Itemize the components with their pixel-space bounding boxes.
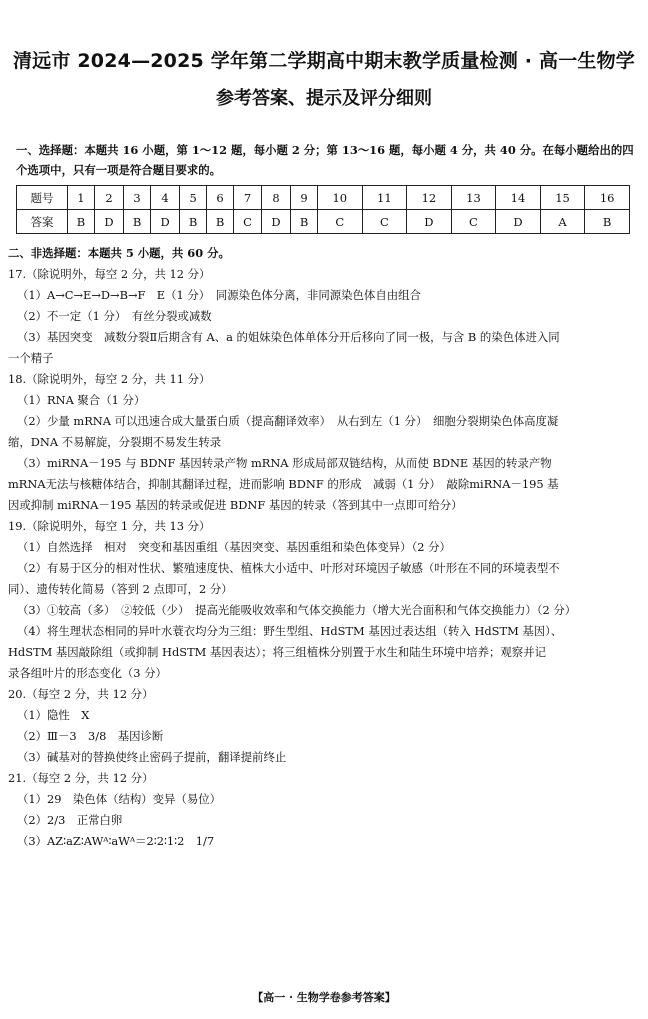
answer-table bbox=[16, 185, 630, 234]
q19-answer-2: （2）有易于区分的相对性状、繁殖速度快、植株大小适中、叶形对环境因子敏感（叶形在不同的环境表型不 bbox=[17, 561, 560, 575]
section-1-instructions bbox=[16, 140, 636, 180]
table-cell: B bbox=[207, 210, 234, 234]
q17-heading: 17.（除说明外，每空 2 分，共 12 分） bbox=[8, 267, 211, 281]
q17-answer-3-cont: 一个精子 bbox=[8, 351, 54, 365]
table-cell: D bbox=[496, 210, 541, 234]
table-cell: B bbox=[68, 210, 95, 234]
table-cell: 2 bbox=[94, 186, 123, 210]
q17-answer-3: （3）基因突变 减数分裂Ⅱ后期含有 A、a 的姐妹染色体单体分开后移向了同一极，与含 B 的染色体进入同 bbox=[17, 330, 560, 344]
table-cell: C bbox=[318, 210, 363, 234]
section-2-heading: 二、非选择题：本题共 5 小题，共 60 分。 bbox=[8, 246, 230, 260]
table-cell: 10 bbox=[318, 186, 363, 210]
table-cell: B bbox=[585, 210, 630, 234]
q18-answer-3: （3）miRNA－195 与 BDNF 基因转录产物 mRNA 形成局部双链结构，从而使 BDNE 基因的转录产物 bbox=[17, 456, 552, 470]
table-cell: 7 bbox=[234, 186, 262, 210]
answers-body bbox=[8, 243, 636, 852]
table-cell: B bbox=[291, 210, 318, 234]
table-cell: 12 bbox=[407, 186, 452, 210]
q19-answer-3: （3）①较高（多） ②较低（少） 提高光能吸收效率和气体交换能力（增大光合面积和气体交换能力）（2 分） bbox=[17, 603, 577, 617]
table-cell: D bbox=[261, 210, 290, 234]
q19-answer-4: （4）将生理状态相同的异叶水蓑衣均分为三组：野生型组、HdSTM 基因过表达组（转入 HdSTM 基因）、 bbox=[17, 624, 563, 638]
q20-heading: 20.（每空 2 分，共 12 分） bbox=[8, 687, 154, 701]
q20-answer-1: （1）隐性 X bbox=[17, 708, 90, 722]
table-cell: B bbox=[124, 210, 151, 234]
table-cell: 14 bbox=[496, 186, 541, 210]
table-cell: 4 bbox=[151, 186, 180, 210]
table-cell: D bbox=[94, 210, 123, 234]
table-cell: 16 bbox=[585, 186, 630, 210]
q17-answer-1: （1）A→C→E→D→B→F E（1 分） 同源染色体分离，非同源染色体自由组合 bbox=[17, 288, 421, 302]
page-footer: 【高一 · 生物学卷参考答案】 bbox=[252, 991, 396, 1004]
q21-answer-3: （3）AZ∶aZ∶AWᴬ∶aWᴬ＝2∶2∶1∶2 1/7 bbox=[17, 834, 215, 848]
table-cell: C bbox=[451, 210, 496, 234]
q21-answer-2: （2）2/3 正常白卵 bbox=[17, 813, 123, 827]
table-cell: 9 bbox=[291, 186, 318, 210]
table-cell: 15 bbox=[540, 186, 585, 210]
q18-heading: 18.（除说明外，每空 2 分，共 11 分） bbox=[8, 372, 211, 386]
section-1-line-2: 个选项中，只有一项是符合题目要求的。 bbox=[16, 163, 222, 177]
table-cell: D bbox=[407, 210, 452, 234]
q19-heading: 19.（除说明外，每空 1 分，共 13 分） bbox=[8, 519, 211, 533]
q18-answer-1: （1）RNA 聚合（1 分） bbox=[17, 393, 146, 407]
row-label-answer: 答案 bbox=[17, 210, 68, 234]
q19-answer-1: （1）自然选择 相对 突变和基因重组（基因突变、基因重组和染色体变异）（2 分） bbox=[17, 540, 451, 554]
q18-answer-2: （2）少量 mRNA 可以迅速合成大量蛋白质（提高翻译效率） 从右到左（1 分） 细胞分裂期染色体高度凝 bbox=[17, 414, 559, 428]
section-1-line-1: 一、选择题：本题共 16 小题，第 1～12 题，每小题 2 分；第 13～16 题，每小题 4 分，共 40 分。在每小题给出的四 bbox=[16, 143, 634, 157]
row-label-number: 题号 bbox=[17, 186, 68, 210]
table-cell: 3 bbox=[124, 186, 151, 210]
table-cell: 1 bbox=[68, 186, 95, 210]
table-cell: 8 bbox=[261, 186, 290, 210]
q17-answer-2: （2）不一定（1 分） 有丝分裂或减数 bbox=[17, 309, 212, 323]
page-subtitle: 参考答案、提示及评分细则 bbox=[216, 88, 432, 109]
q19-answer-4-cont: HdSTM 基因敲除组（或抑制 HdSTM 基因表达）；将三组植株分别置于水生和陆生环境中培养；观察并记 bbox=[8, 645, 546, 659]
table-cell: 13 bbox=[451, 186, 496, 210]
table-cell: C bbox=[234, 210, 262, 234]
table-cell: B bbox=[180, 210, 207, 234]
q19-answer-4-cont-2: 录各组叶片的形态变化（3 分） bbox=[8, 666, 167, 680]
q20-answer-3: （3）碱基对的替换使终止密码子提前，翻译提前终止 bbox=[17, 750, 287, 764]
table-cell: 6 bbox=[207, 186, 234, 210]
q18-answer-3-cont-2: 因或抑制 miRNA－195 基因的转录或促进 BDNF 基因的转录（答到其中一点即可给分） bbox=[8, 498, 463, 512]
table-cell: A bbox=[540, 210, 585, 234]
q21-answer-1: （1）29 染色体（结构）变异（易位） bbox=[17, 792, 221, 806]
answer-row bbox=[17, 210, 630, 234]
q18-answer-2-cont: 缩，DNA 不易解旋，分裂期不易发生转录 bbox=[8, 435, 222, 449]
question-number-row bbox=[17, 186, 630, 210]
table-cell: D bbox=[151, 210, 180, 234]
table-cell: C bbox=[362, 210, 407, 234]
page-title: 清远市 2024—2025 学年第二学期高中期末教学质量检测 · 高一生物学 bbox=[12, 50, 636, 72]
table-cell: 11 bbox=[362, 186, 407, 210]
table-cell: 5 bbox=[180, 186, 207, 210]
q20-answer-2: （2）Ⅲ－3 3/8 基因诊断 bbox=[17, 729, 164, 743]
q21-heading: 21.（每空 2 分，共 12 分） bbox=[8, 771, 154, 785]
q18-answer-3-cont: mRNA无法与核糖体结合，抑制其翻译过程，进而影响 BDNF 的形成 减弱（1 分） 敲除miRNA－195 基 bbox=[8, 477, 559, 491]
q19-answer-2-cont: 同）、遗传转化简易（答到 2 点即可，2 分） bbox=[8, 582, 233, 596]
